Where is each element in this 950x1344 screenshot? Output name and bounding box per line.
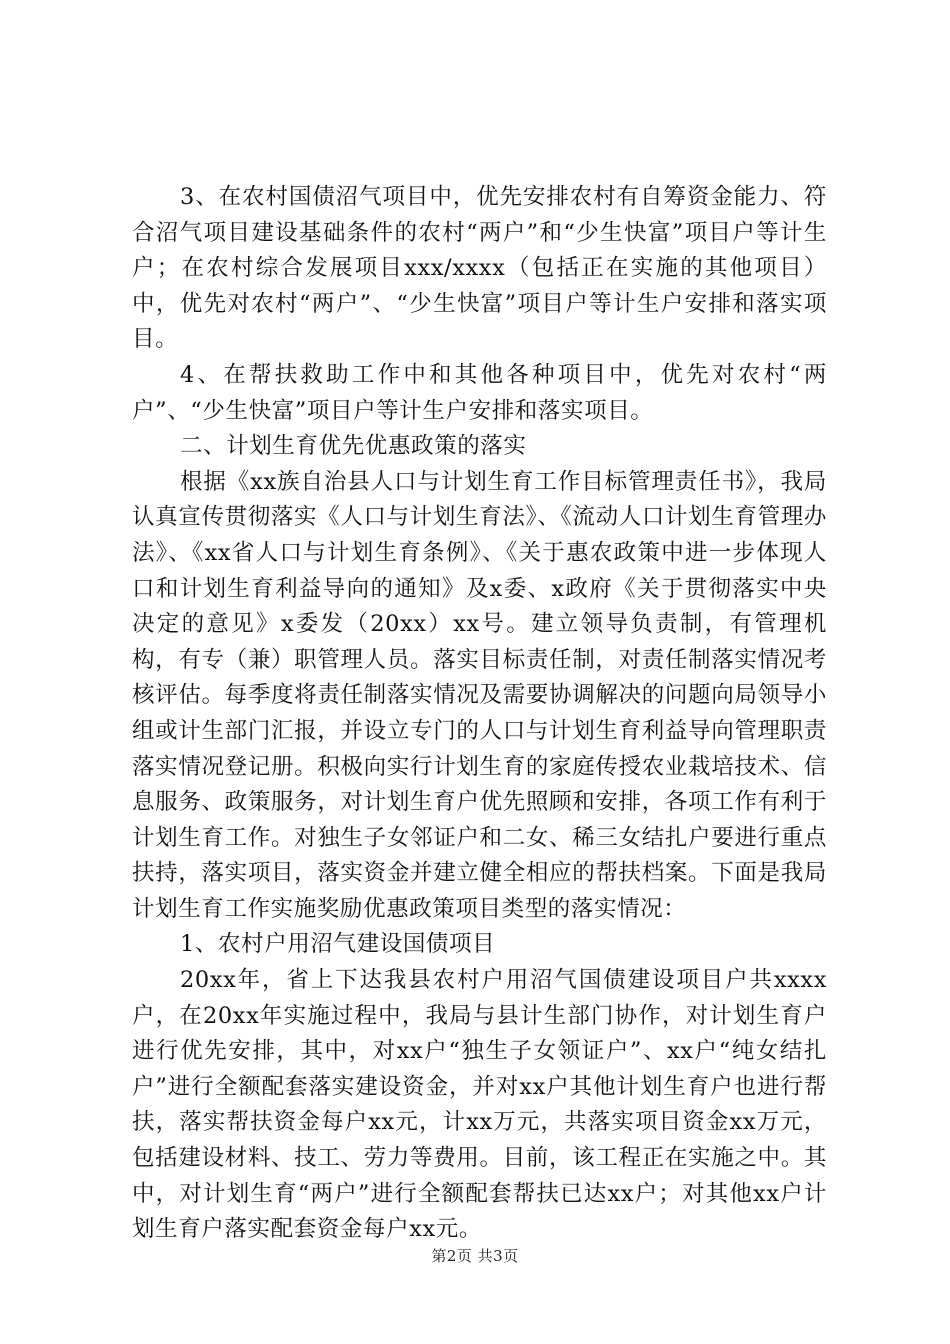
paragraph-item-3: 3、在农村国债沼气项目中，优先安排农村有自筹资金能力、符合沼气项目建设基础条件的农村“两户”和“少生快富”项目户等计生户；在农村综合发展项目xxx/xxxx（包括正在实施的其他项目）中，优先对农村“两户”、“少生快富”项目户等计生户安排和落实项目。	[132, 184, 827, 353]
paragraph-policy: 根据《xx族自治县人口与计划生育工作目标管理责任书》，我局认真宣传贯彻落实《人口与计划生育法》、《流动人口计划生育管理办法》、《xx省人口与计划生育条例》、《关于惠农政策中进一步体现人口和计划生育利益导向的通知》及x委、x政府《关于贯彻落实中央决定的意见》x委发（20xx）xx号。建立领导负责制，有管理机构，有专（兼）职管理人员。落实目标责任制，对责任制落实情况考核评估。每季度将责任制落实情况及需要协调解决的问题向局领导小组或计生部门汇报，并设立专门的人口与计划生育利益导向管理职责落实情况登记册。积极向实行计划生育的家庭传授农业栽培技术、信息服务、政策服务，对计划生育户优先照顾和安排，各项工作有利于计划生育工作。对独生子女邻证户和二女、稀三女结扎户要进行重点扶持，落实项目，落实资金并建立健全相应的帮扶档案。下面是我局计划生育工作实施奖励优惠政策项目类型的落实情况：	[132, 468, 827, 922]
subsection-heading: 1、农村户用沼气建设国债项目	[180, 931, 496, 958]
page-footer: 第2页 共3页	[431, 1247, 519, 1265]
section-heading: 二、计划生育优先优惠政策的落实	[180, 433, 527, 460]
paragraph-biogas: 20xx年，省上下达我县农村户用沼气国债建设项目户共xxxx户，在20xx年实施过程中，我局与县计生部门协作，对计划生育户进行优先安排，其中，对xx户“独生子女领证户”、xx户“纯女结扎户”进行全额配套落实建设资金，并对xx户其他计划生育户也进行帮扶，落实帮扶资金每户xx元，计xx万元，共落实项目资金xx万元，包括建设材料、技工、劳力等费用。目前，该工程正在实施之中。其中，对计划生育“两户”进行全额配套帮扶已达xx户；对其他xx户计划生育户落实配套资金每户xx元。	[132, 967, 827, 1243]
paragraph-item-4: 4、在帮扶救助工作中和其他各种项目中，优先对农村“两户”、“少生快富”项目户等计生户安排和落实项目。	[132, 361, 827, 424]
document-body	[132, 180, 827, 1248]
